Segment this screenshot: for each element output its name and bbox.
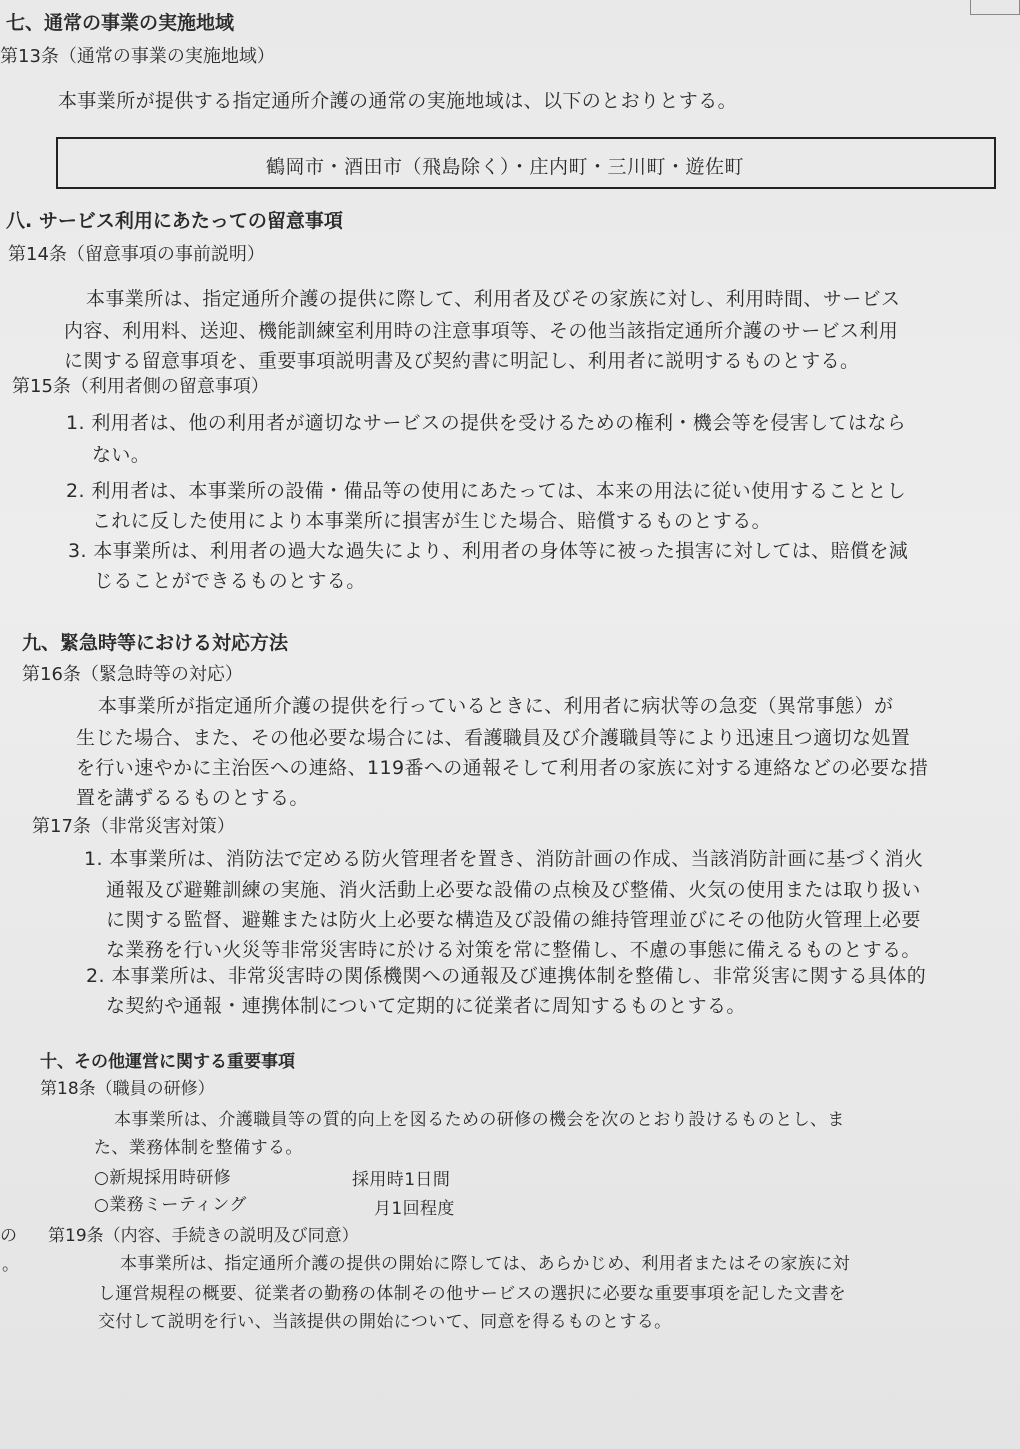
- article-15-item-cont: ない。: [92, 444, 151, 466]
- article-19-title: 第19条（内容、手続きの説明及び同意）: [48, 1226, 359, 1246]
- margin-mark: 。: [2, 1255, 20, 1275]
- article-15-item-cont: これに反した使用により本事業所に損害が生じた場合、賠償するものとする。: [92, 510, 772, 532]
- article-14-line: に関する留意事項を、重要事項説明書及び契約書に明記し、利用者に説明するものとする。: [64, 350, 860, 372]
- article-14-line: 内容、利用料、送迎、機能訓練室利用時の注意事項等、その他当該指定通所介護のサービス利用: [64, 320, 899, 342]
- article-18-line: た、業務体制を整備する。: [94, 1138, 303, 1158]
- article-15-item-cont: じることができるものとする。: [94, 570, 366, 592]
- article-14-title: 第14条（留意事項の事前説明）: [8, 244, 265, 265]
- article-16-line: を行い速やかに主治医への連絡、119番への通報そして利用者の家族に対する連絡などの必要な措: [76, 757, 929, 779]
- article-17-item: 2. 本事業所は、非常災害時の関係機関への通報及び連携体制を整備し、非常災害に関する具体的: [86, 965, 927, 987]
- article-19-line: し運営規程の概要、従業者の勤務の体制その他サービスの選択に必要な重要事項を記した文書を: [98, 1284, 847, 1304]
- article-16-line: 置を講ずるるものとする。: [76, 787, 309, 809]
- training-item-when: 月1回程度: [374, 1199, 455, 1219]
- article-16-line: 本事業所が指定通所介護の提供を行っているときに、利用者に病状等の急変（異常事態）が: [98, 695, 894, 717]
- article-15-item: 1. 利用者は、他の利用者が適切なサービスの提供を受けるための権利・機会等を侵害してはなら: [66, 412, 907, 434]
- article-16-line: 生じた場合、また、その他必要な場合には、看護職員及び介護職員等により迅速且つ適切な処置: [76, 727, 911, 749]
- article-17-item-cont: 通報及び避難訓練の実施、消火活動上必要な設備の点検及び整備、火気の使用または取り扱い: [106, 879, 921, 901]
- article-16-title: 第16条（緊急時等の対応）: [22, 664, 243, 685]
- article-15-title: 第15条（利用者側の留意事項）: [12, 376, 269, 397]
- section-heading-8: 八. サービス利用にあたっての留意事項: [6, 210, 343, 232]
- training-item-name: ○業務ミーティング: [94, 1195, 247, 1215]
- article-15-item: 2. 利用者は、本事業所の設備・備品等の使用にあたっては、本来の用法に従い使用することとし: [66, 480, 907, 502]
- article-19-line: 交付して説明を行い、当該提供の開始について、同意を得るものとする。: [98, 1312, 672, 1332]
- section-heading-7: 七、通常の事業の実施地域: [6, 12, 235, 34]
- article-18-line: 本事業所は、介護職員等の質的向上を図るための研修の機会を次のとおり設けるものとし、ま: [114, 1110, 845, 1130]
- article-18-title: 第18条（職員の研修）: [40, 1079, 215, 1099]
- page-corner-tab: [970, 0, 1020, 15]
- article-13-text: 本事業所が提供する指定通所介護の通常の実施地域は、以下のとおりとする。: [58, 90, 738, 112]
- article-17-item-cont: に関する監督、避難または防火上必要な構造及び設備の維持管理並びにその他防火管理上必要: [106, 909, 921, 931]
- article-14-line: 本事業所は、指定通所介護の提供に際して、利用者及びその家族に対し、利用時間、サービス: [86, 288, 901, 310]
- article-13-title: 第13条（通常の事業の実施地域）: [0, 46, 275, 67]
- margin-mark: の: [0, 1226, 18, 1246]
- article-17-title: 第17条（非常災害対策）: [32, 816, 235, 837]
- article-17-item-cont: な契約や通報・連携体制について定期的に従業者に周知するものとする。: [106, 995, 746, 1017]
- article-19-line: 本事業所は、指定通所介護の提供の開始に際しては、あらかじめ、利用者またはその家族に対: [120, 1254, 851, 1274]
- article-17-item: 1. 本事業所は、消防法で定める防火管理者を置き、消防計画の作成、当該消防計画に基づく消火: [84, 848, 924, 870]
- article-15-item: 3. 本事業所は、利用者の過大な過失により、利用者の身体等に被った損害に対しては、賠償を減: [68, 540, 909, 562]
- article-17-item-cont: な業務を行い火災等非常災害時に於ける対策を常に整備し、不慮の事態に備えるものとする。: [106, 939, 921, 961]
- service-area-text: 鶴岡市・酒田市（飛島除く）・庄内町・三川町・遊佐町: [266, 156, 745, 178]
- section-heading-9: 九、緊急時等における対応方法: [22, 632, 289, 654]
- training-item-name: ○新規採用時研修: [94, 1168, 232, 1188]
- training-item-when: 採用時1日間: [352, 1170, 451, 1190]
- section-heading-10: 十、その他運営に関する重要事項: [40, 1052, 295, 1072]
